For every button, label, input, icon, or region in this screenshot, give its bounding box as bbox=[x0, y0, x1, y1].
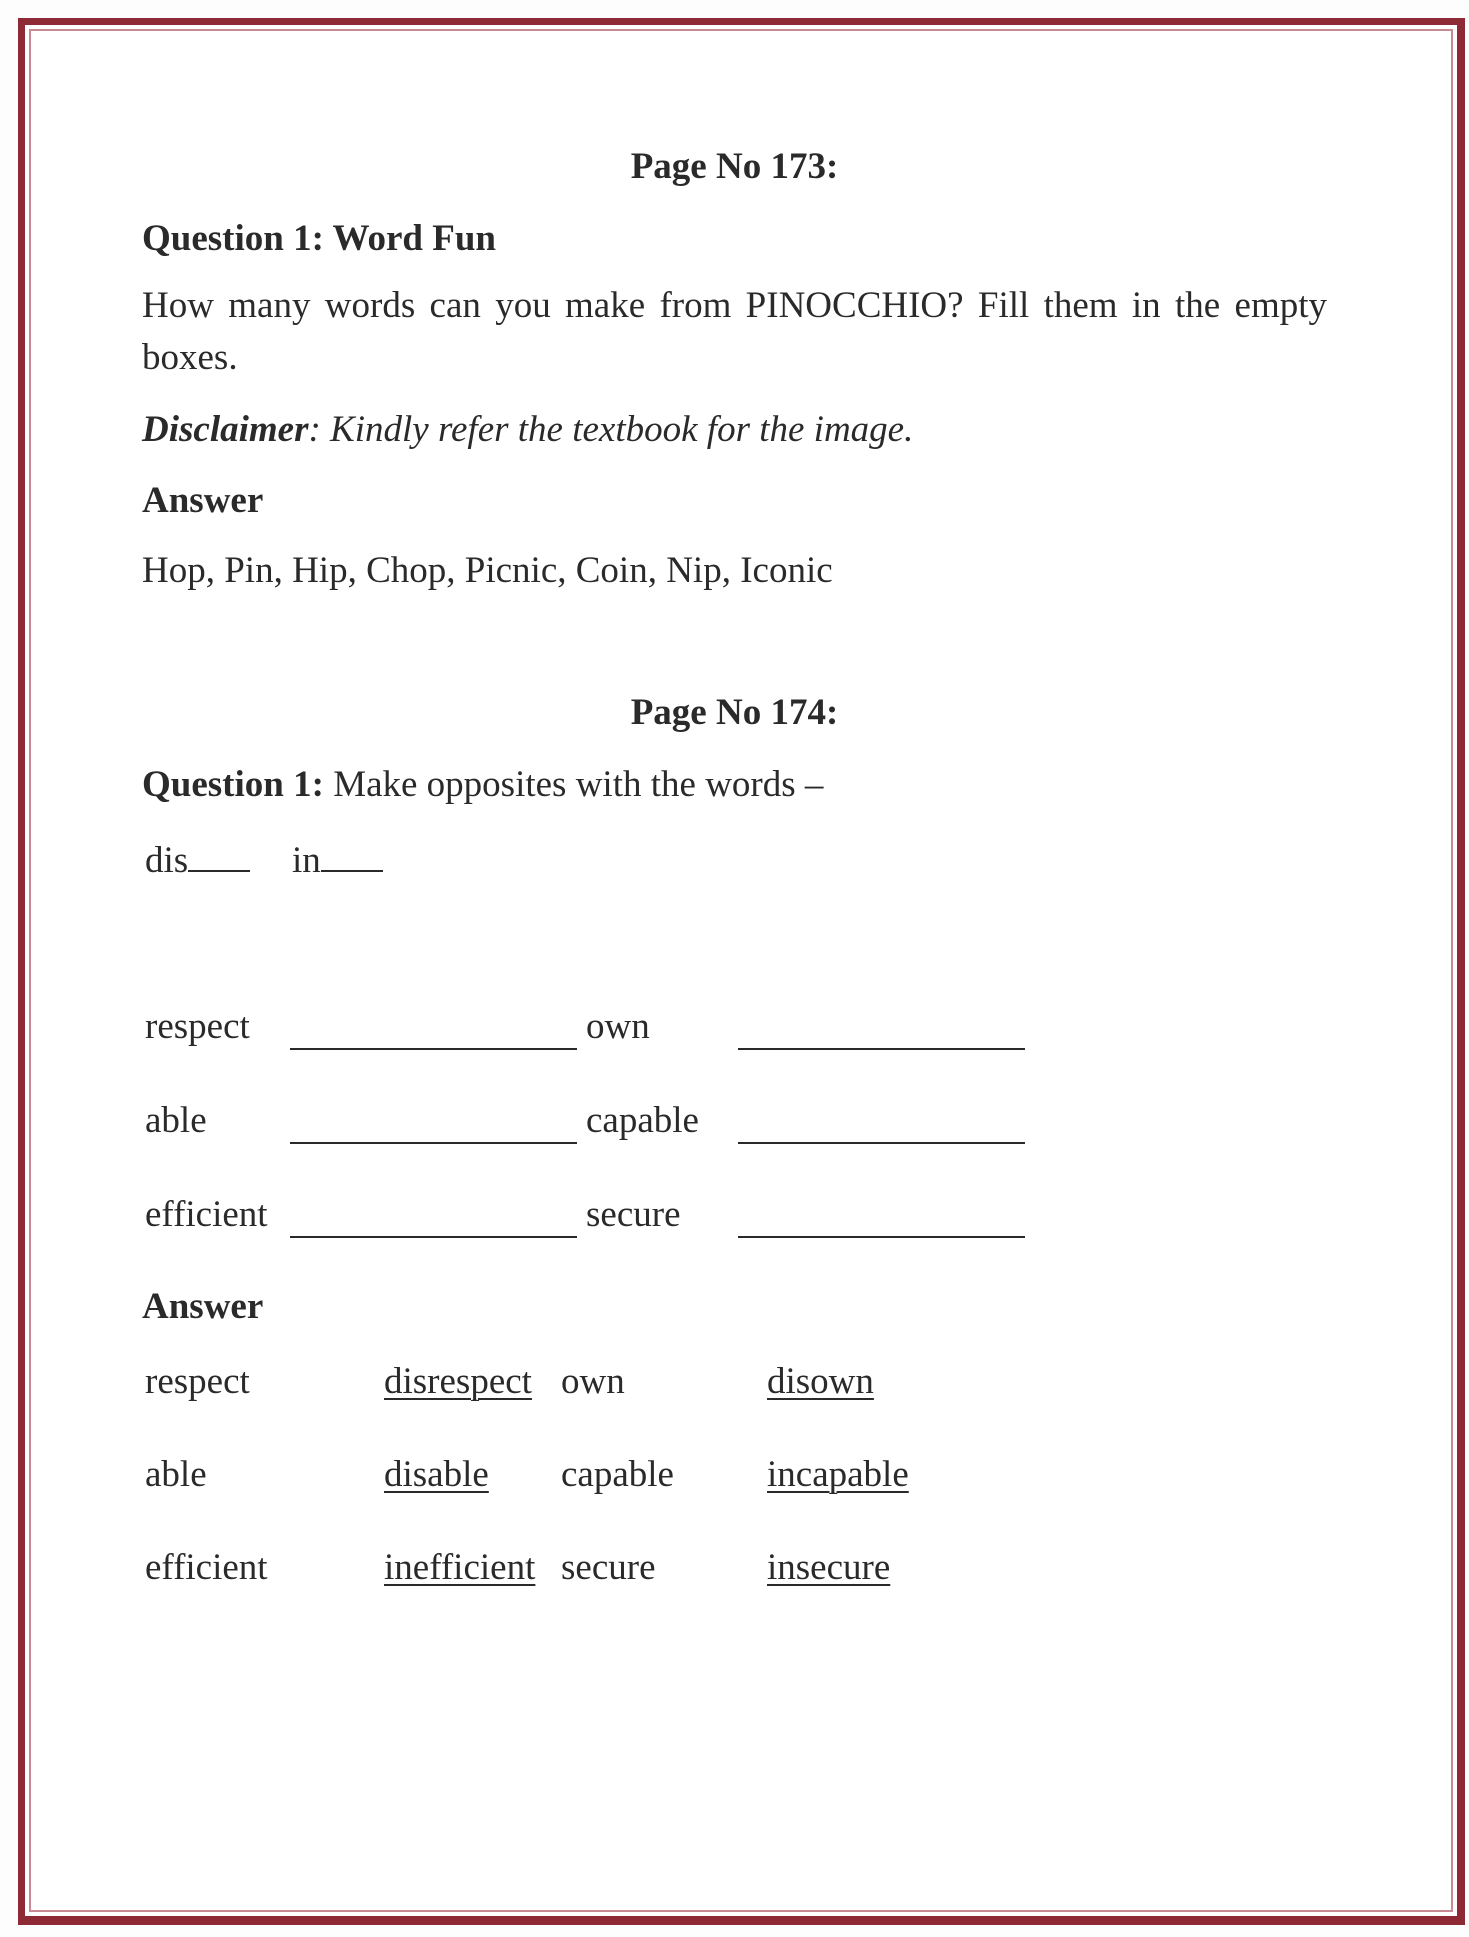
answer-label-1: Answer bbox=[142, 480, 264, 521]
exercise-word: secure bbox=[586, 1194, 681, 1235]
disclaimer-label: Disclaimer bbox=[142, 409, 309, 450]
answer-word: capable bbox=[561, 1454, 674, 1495]
answer-word: respect bbox=[145, 1361, 250, 1402]
answer-opposite: insecure bbox=[767, 1547, 891, 1588]
answer-label-2: Answer bbox=[142, 1286, 264, 1327]
answer-opposite: incapable bbox=[767, 1454, 909, 1495]
blank-line bbox=[738, 1142, 1025, 1144]
blank-line bbox=[738, 1236, 1025, 1238]
blank-line bbox=[290, 1236, 577, 1238]
answer-text-words: Hop, Pin, Hip, Chop, Picnic, Coin, Nip, Iconic bbox=[142, 550, 833, 591]
blank-line bbox=[738, 1048, 1025, 1050]
blank-line bbox=[290, 1048, 577, 1050]
exercise-word: able bbox=[145, 1100, 207, 1141]
prefix-blank bbox=[188, 840, 250, 872]
exercise-word: capable bbox=[586, 1100, 699, 1141]
prefix-blank bbox=[321, 840, 383, 872]
question-text-pinocchio: How many words can you make from PINOCCHIO? Fill them in the empty boxes. bbox=[142, 285, 1327, 378]
question-title-word-fun: Question 1: Word Fun bbox=[142, 218, 496, 259]
question-label: Question 1: bbox=[142, 764, 324, 805]
prefix-in bbox=[292, 840, 383, 879]
answer-word: own bbox=[561, 1361, 625, 1402]
exercise-word: efficient bbox=[145, 1194, 268, 1235]
disclaimer-text: : Kindly refer the textbook for the image. bbox=[308, 409, 914, 450]
prefix-in-text: in bbox=[292, 840, 321, 881]
exercise-word: respect bbox=[145, 1006, 250, 1047]
prefix-dis bbox=[145, 840, 250, 879]
exercise-word: own bbox=[586, 1006, 650, 1047]
answer-opposite: disrespect bbox=[384, 1361, 532, 1402]
page-heading-173: Page No 173: bbox=[630, 146, 839, 187]
page-heading-174: Page No 174: bbox=[630, 692, 839, 733]
answer-word: efficient bbox=[145, 1547, 268, 1588]
answer-word: secure bbox=[561, 1547, 656, 1588]
answer-opposite: disable bbox=[384, 1454, 489, 1495]
prefix-dis-text: dis bbox=[145, 840, 189, 881]
answer-opposite: disown bbox=[767, 1361, 874, 1402]
blank-line bbox=[290, 1142, 577, 1144]
disclaimer bbox=[142, 411, 913, 448]
answer-opposite: inefficient bbox=[384, 1547, 536, 1588]
answer-word: able bbox=[145, 1454, 207, 1495]
question-opposites bbox=[142, 766, 823, 803]
question-text: Make opposites with the words – bbox=[323, 764, 824, 805]
